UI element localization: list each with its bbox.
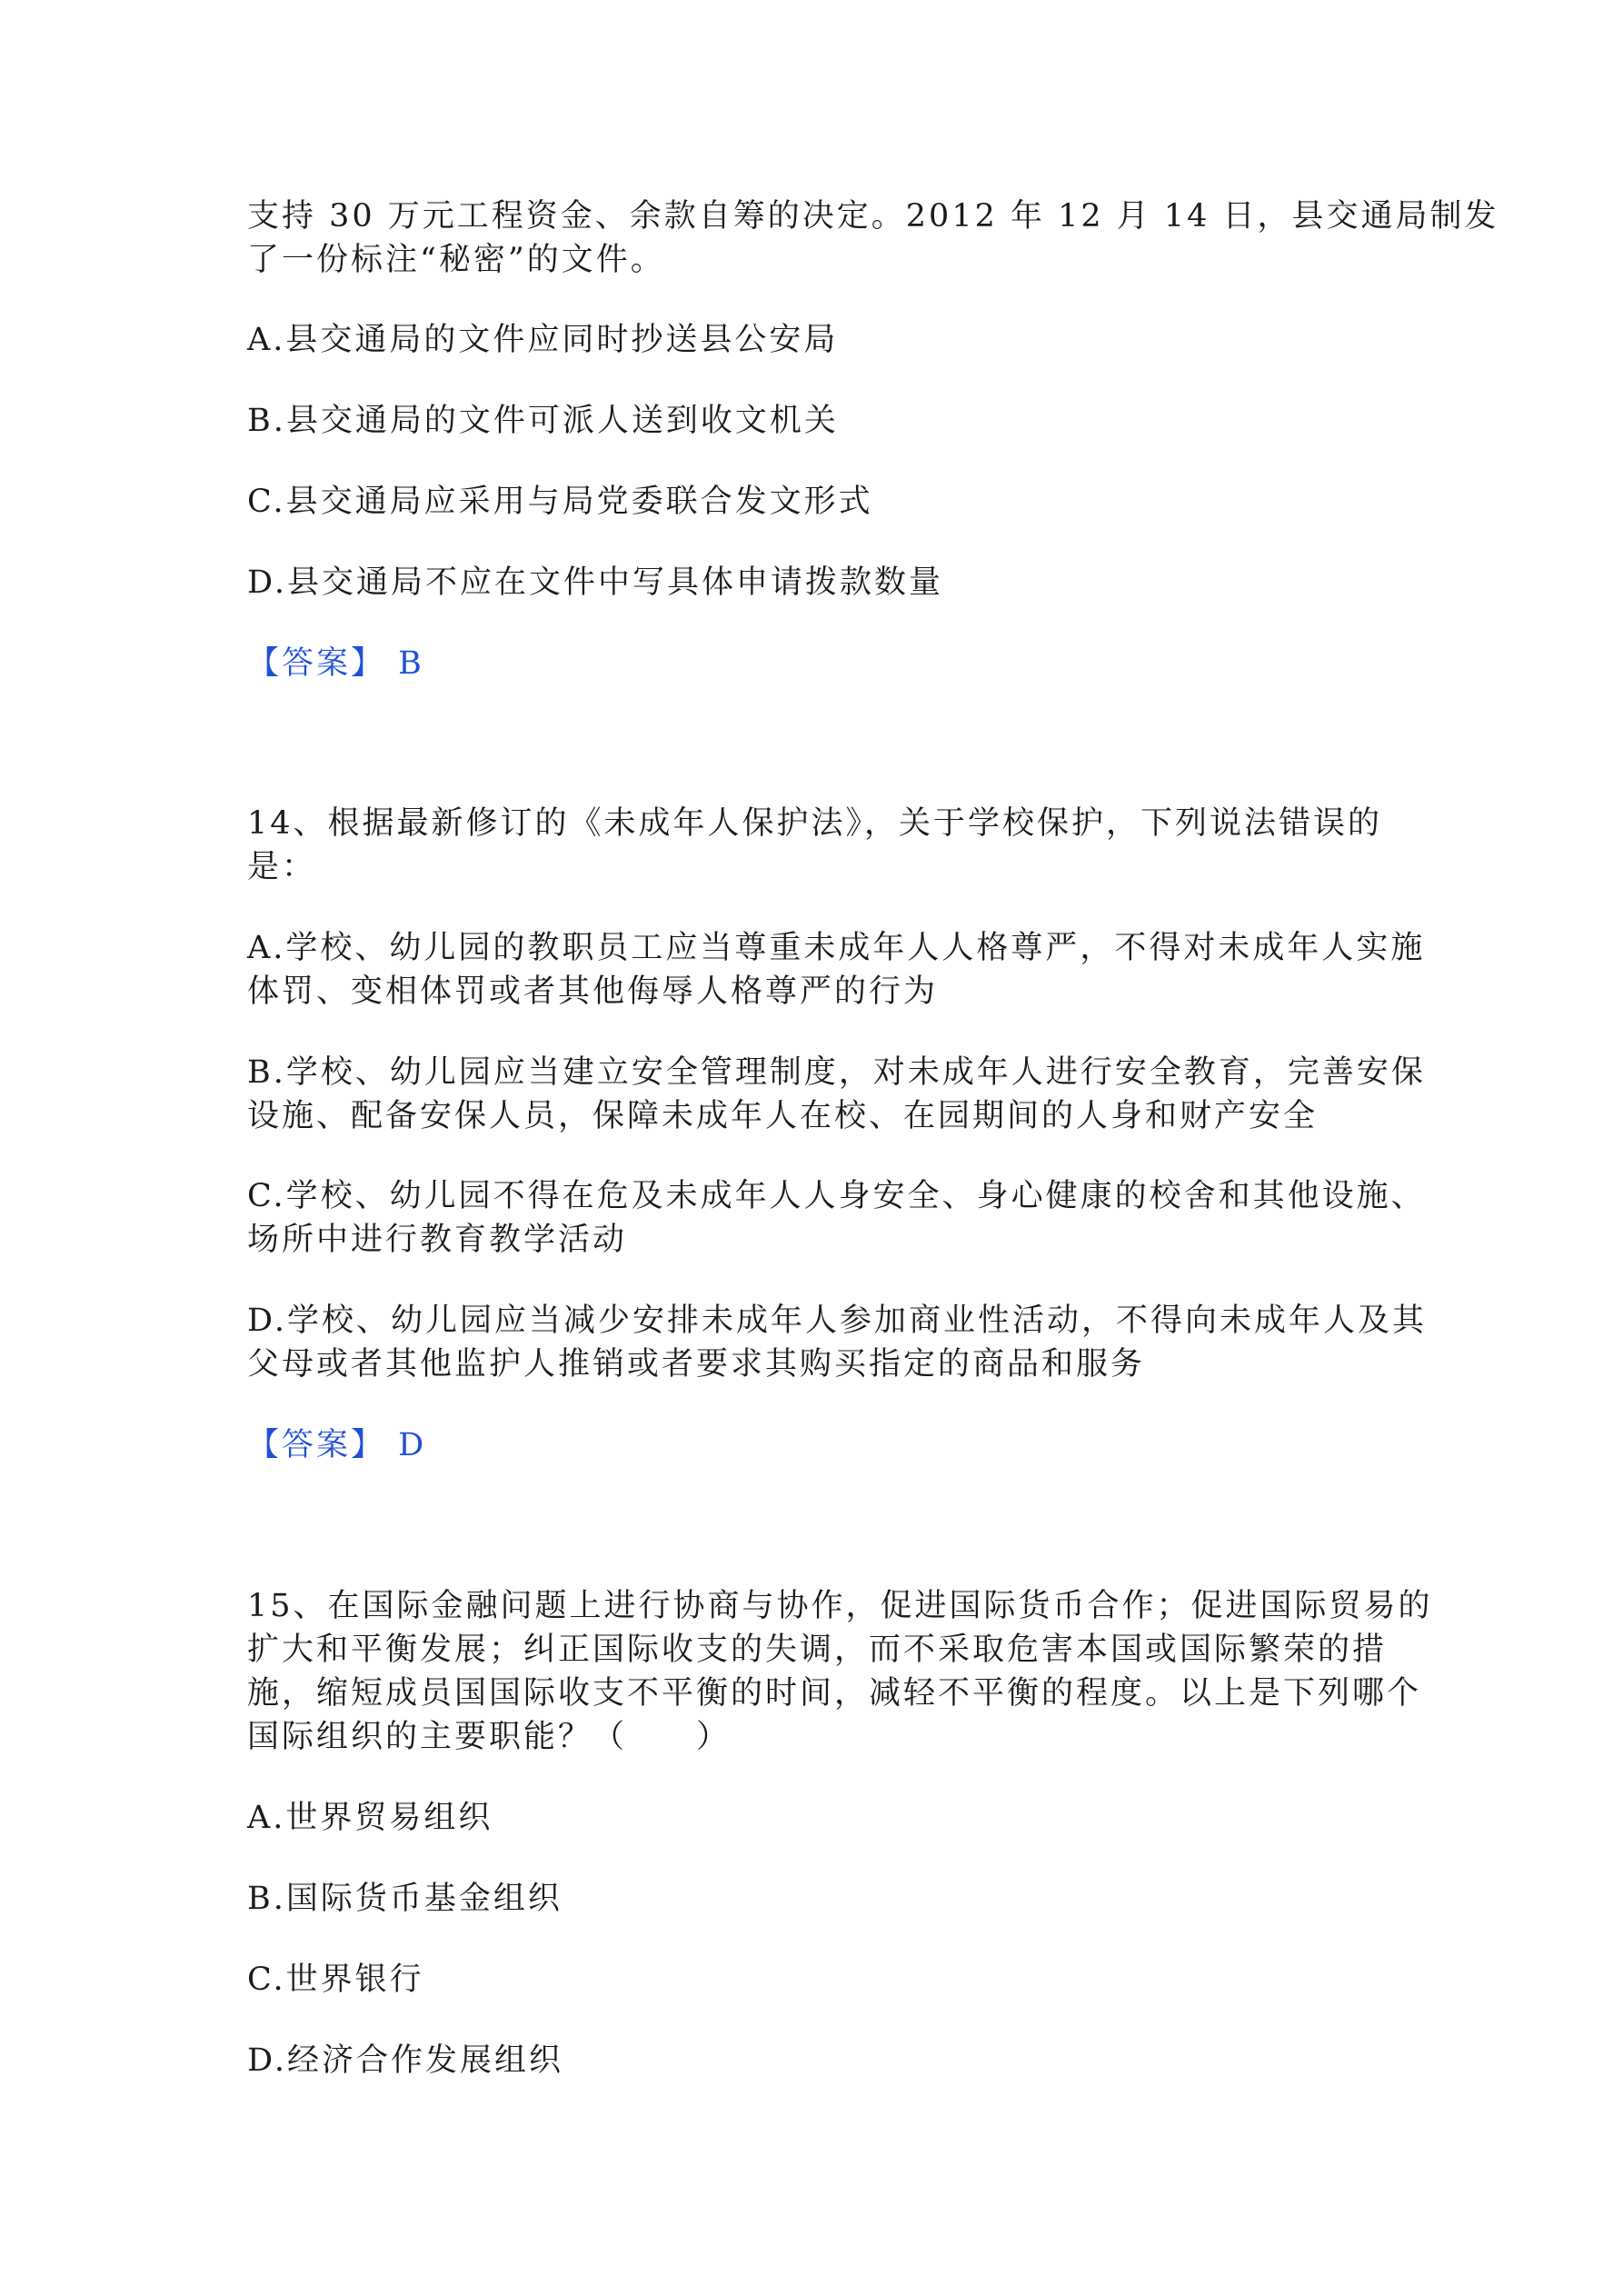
q15-stem-line-1: 15、在国际金融问题上进行协商与协作，促进国际货币合作；促进国际贸易的 (247, 1588, 1433, 1624)
q13-answer-label: 【答案】 (247, 645, 386, 682)
q14-option-a-line-1: A.学校、幼儿园的教职员工应当尊重未成年人人格尊严，不得对未成年人实施 (247, 930, 1426, 966)
q13-option-a: A.县交通局的文件应同时抄送县公安局 (247, 322, 839, 358)
q13-stem-line-1: 支持 30 万元工程资金、余款自筹的决定。2012 年 12 月 14 日，县交通局制发 (247, 198, 1499, 235)
q14-answer-value: D (398, 1427, 427, 1463)
q14-option-a-line-2: 体罚、变相体罚或者其他侮辱人格尊严的行为 (247, 973, 939, 1010)
q15-option-d: D.经济合作发展组织 (247, 2042, 563, 2079)
q15-option-b: B.国际货币基金组织 (247, 1881, 563, 1917)
q15-option-c: C.世界银行 (247, 1962, 424, 1998)
q13-option-b: B.县交通局的文件可派人送到收文机关 (247, 403, 839, 439)
q13-option-c: C.县交通局应采用与局党委联合发文形式 (247, 484, 873, 520)
q14-option-c-line-1: C.学校、幼儿园不得在危及未成年人人身安全、身心健康的校舍和其他设施、 (247, 1178, 1426, 1214)
q14-answer (247, 1423, 1374, 1467)
q14-option-c-line-2: 场所中进行教育教学活动 (247, 1222, 628, 1258)
q15-stem-line-3: 施，缩短成员国国际收支不平衡的时间，减轻不平衡的程度。以上是下列哪个 (247, 1675, 1422, 1712)
q14-option-b-line-1: B.学校、幼儿园应当建立安全管理制度，对未成年人进行安全教育，完善安保 (247, 1054, 1426, 1091)
q13-option-d: D.县交通局不应在文件中写具体申请拨款数量 (247, 564, 943, 601)
q13-answer (247, 642, 1374, 685)
q13-answer-value: B (398, 645, 424, 682)
q14-stem-line-2: 是： (247, 849, 317, 885)
q15-stem-line-4: 国际组织的主要职能？（ ） (247, 1719, 732, 1755)
q14-option-d-line-2: 父母或者其他监护人推销或者要求其购买指定的商品和服务 (247, 1346, 1146, 1383)
q14-answer-label: 【答案】 (247, 1427, 386, 1463)
q15-option-a: A.世界贸易组织 (247, 1800, 493, 1836)
q13-stem-line-2: 了一份标注“秘密”的文件。 (247, 242, 665, 278)
q14-option-b-line-2: 设施、配备安保人员，保障未成年人在校、在园期间的人身和财产安全 (247, 1098, 1319, 1134)
q15-stem-line-2: 扩大和平衡发展；纠正国际收支的失调，而不采取危害本国或国际繁荣的措 (247, 1632, 1388, 1668)
q14-stem-line-1: 14、根据最新修订的《未成年人保护法》，关于学校保护，下列说法错误的 (247, 805, 1383, 842)
q14-option-d-line-1: D.学校、幼儿园应当减少安排未成年人参加商业性活动，不得向未成年人及其 (247, 1303, 1427, 1339)
